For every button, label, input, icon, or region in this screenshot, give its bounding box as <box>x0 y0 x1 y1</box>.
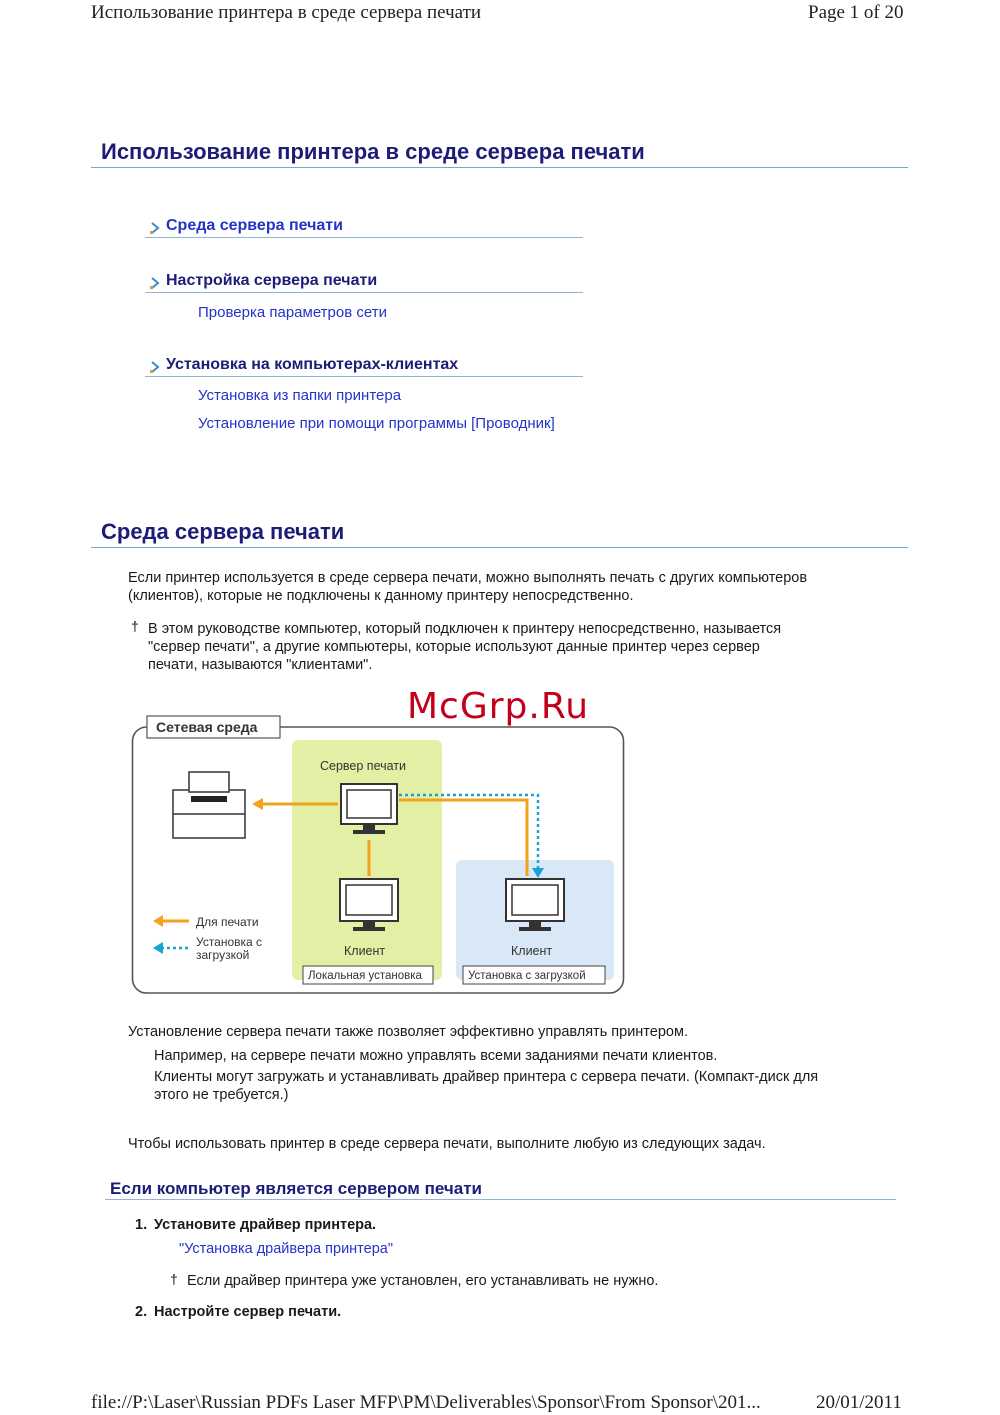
step-2-text: Настройте сервер печати. <box>154 1304 342 1320</box>
intro-line-1: Если принтер используется в среде сервера печати, можно выполнять печать с других компьютеров <box>128 570 808 586</box>
step-1-num: 1. <box>135 1217 148 1233</box>
header-title: Использование принтера в среде сервера печати <box>91 2 482 23</box>
subsection-divider <box>105 1199 896 1200</box>
section-title: Среда сервера печати <box>101 519 345 544</box>
legend-download-label-2: загрузкой <box>196 948 250 962</box>
server-label: Сервер печати <box>320 759 407 773</box>
toc-divider <box>145 292 583 293</box>
title-divider <box>91 167 908 168</box>
toc-divider <box>145 237 583 238</box>
para2-sub-2: Клиенты могут загружать и устанавливать драйвер принтера с сервера печати. (Компакт-диск для <box>154 1069 819 1085</box>
legend-download-label-1: Установка с <box>196 935 263 949</box>
watermark: McGrp.Ru <box>407 686 590 727</box>
toc-item-print-server-env[interactable]: Среда сервера печати <box>166 217 343 234</box>
intro-line-2: (клиентов), которые не подключены к данному принтеру непосредственно. <box>128 588 634 604</box>
page-number: Page 1 of 20 <box>808 2 904 23</box>
step-1-note: Если драйвер принтера уже установлен, его устанавливать не нужно. <box>187 1273 659 1289</box>
toc-subitem-install-from-folder[interactable]: Установка из папки принтера <box>198 387 402 404</box>
toc-subitem-install-explorer[interactable]: Установление при помощи программы [Проводник] <box>198 415 555 432</box>
para2: Установление сервера печати также позволяет эффективно управлять принтером. <box>128 1024 688 1040</box>
chevron-right-icon <box>150 222 160 234</box>
install-driver-link[interactable]: "Установка драйвера принтера" <box>179 1241 394 1257</box>
toc-divider <box>145 376 583 377</box>
client-right-label: Клиент <box>511 944 553 958</box>
para2-sub-3: этого не требуется.) <box>154 1087 289 1103</box>
toc-item-setup-print-server[interactable]: Настройка сервера печати <box>166 272 378 289</box>
legend-print-label: Для печати <box>196 915 259 929</box>
note-line-3: печати, называются "клиентами". <box>148 657 373 673</box>
footer-date: 20/01/2011 <box>816 1392 902 1413</box>
chevron-right-icon <box>150 277 160 289</box>
note-line-2: "сервер печати", а другие компьютеры, которые используют данные принтер через сервер <box>148 639 760 655</box>
section-divider <box>91 547 908 548</box>
para3: Чтобы использовать принтер в среде сервера печати, выполните любую из следующих задач. <box>128 1136 766 1152</box>
download-install-label: Установка с загрузкой <box>468 970 586 982</box>
toc-subitem-check-network[interactable]: Проверка параметров сети <box>198 304 387 321</box>
client-left-label: Клиент <box>344 944 386 958</box>
note-line-1: В этом руководстве компьютер, который подключен к принтеру непосредственно, называется <box>148 621 782 637</box>
chevron-right-icon <box>150 361 160 373</box>
toc-item-client-install[interactable]: Установка на компьютерах-клиентах <box>166 356 459 373</box>
page-title: Использование принтера в среде сервера печати <box>101 139 645 164</box>
step-2-num: 2. <box>135 1304 148 1320</box>
network-diagram <box>131 712 627 998</box>
footer-path: file://P:\Laser\Russian PDFs Laser MFP\PM\Deliverables\Sponsor\From Sponsor\201... <box>91 1392 761 1413</box>
para2-sub-1: Например, на сервере печати можно управлять всеми заданиями печати клиентов. <box>154 1048 718 1064</box>
frame-label: Сетевая среда <box>156 719 258 735</box>
step-1-text: Установите драйвер принтера. <box>154 1217 377 1233</box>
note-icon: † <box>170 1271 178 1287</box>
local-install-label: Локальная установка <box>308 970 422 982</box>
subsection-title: Если компьютер является сервером печати <box>110 1179 482 1198</box>
note-icon: † <box>131 618 139 634</box>
